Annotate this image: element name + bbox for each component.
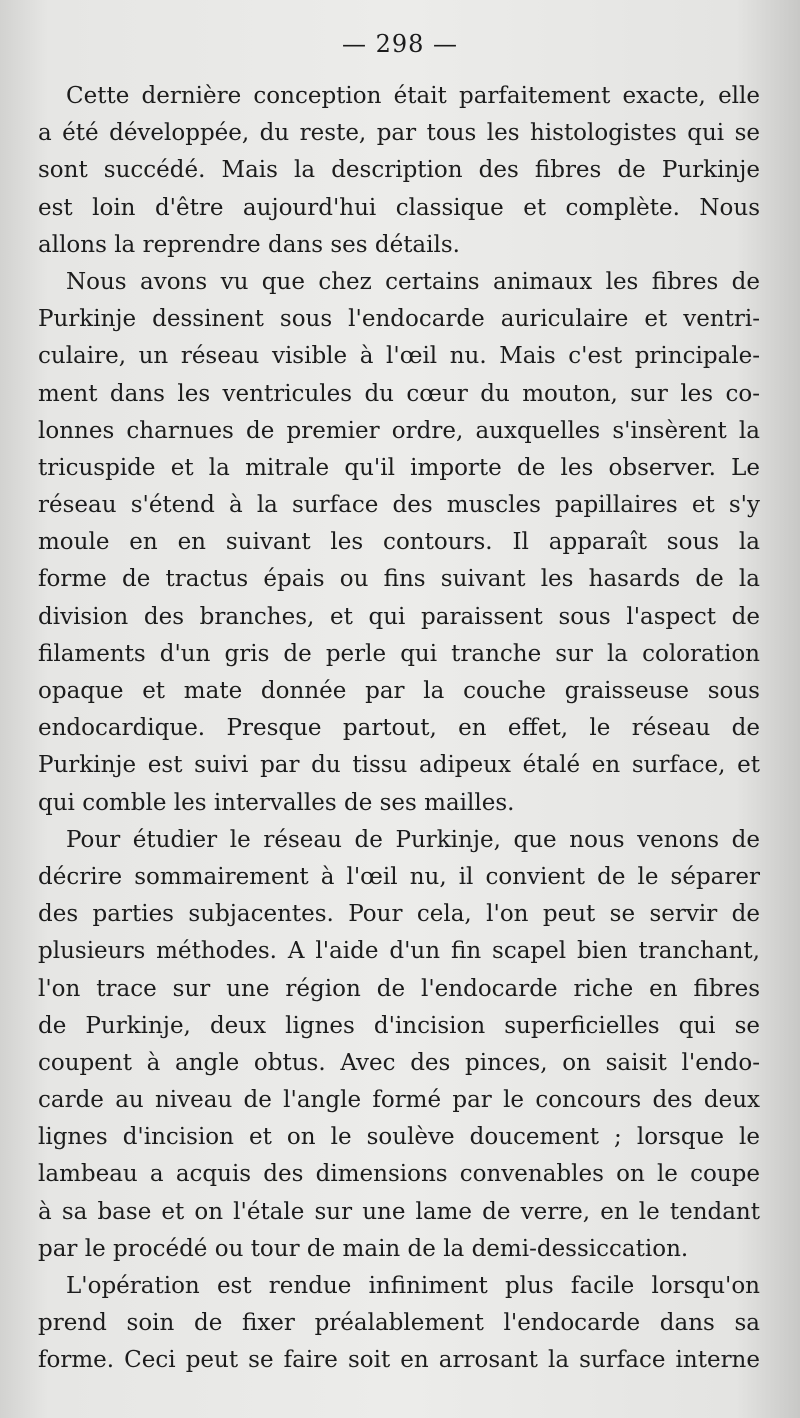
text-line: Cette dernière conception était parfaitement exacte, elle — [66, 83, 760, 109]
text-line: L'opération est rendue infiniment plus facile lorsqu'on — [66, 1273, 760, 1299]
text-line: lignes d'incision et on le soulève doucement ; lorsque le — [38, 1124, 760, 1151]
text-line: opaque et mate donnée par la couche graisseuse sous — [38, 678, 760, 704]
text-line: a été développée, du reste, par tous les histologistes qui se — [38, 120, 760, 147]
text-line: allons la reprendre dans ses détails. — [38, 231, 460, 258]
paragraph — [38, 1268, 760, 1380]
text-line: Nous avons vu que chez certains animaux les fibres de — [66, 268, 760, 295]
paragraph — [38, 822, 760, 1268]
text-line: à sa base et on l'étale sur une lame de verre, en le tendant — [38, 1198, 760, 1225]
page-number: — 298 — — [341, 30, 459, 58]
text-line: lonnes charnues de premier ordre, auxquelles s'insèrent la — [38, 417, 760, 444]
text-line: forme. Ceci peut se faire soit en arrosant la surface interne — [38, 1347, 760, 1374]
text-line: tricuspide et la mitrale qu'il importe de les observer. Le — [38, 454, 760, 481]
text-line: est loin d'être aujourd'hui classique et complète. Nous — [38, 194, 760, 221]
text-line: plusieurs méthodes. A l'aide d'un fin scapel bien tranchant, — [38, 938, 760, 965]
paragraph — [38, 264, 760, 822]
text-line: ment dans les ventricules du cœur du mouton, sur les co- — [38, 380, 760, 407]
text-line: réseau s'étend à la surface des muscles papillaires et s'y — [38, 492, 760, 519]
text-line: des parties subjacentes. Pour cela, l'on peut se servir de — [38, 901, 760, 928]
text-line: culaire, un réseau visible à l'œil nu. Mais c'est principale- — [38, 343, 760, 370]
text-line: qui comble les intervalles de ses mailles. — [38, 789, 515, 816]
body-text — [38, 78, 760, 1380]
text-line: filaments d'un gris de perle qui tranche sur la coloration — [38, 640, 760, 667]
text-line: division des branches, et qui paraissent sous l'aspect de — [38, 603, 760, 630]
text-line: de Purkinje, deux lignes d'incision superficielles qui se — [38, 1012, 760, 1039]
text-line: carde au niveau de l'angle formé par le concours des deux — [38, 1087, 760, 1114]
text-line: coupent à angle obtus. Avec des pinces, on saisit l'endo- — [38, 1049, 760, 1076]
text-line: Pour étudier le réseau de Purkinje, que nous venons de — [66, 826, 760, 853]
text-line: moule en en suivant les contours. Il apparaît sous la — [38, 529, 760, 556]
text-line: forme de tractus épais ou fins suivant les hasards de la — [38, 566, 760, 593]
text-line: prend soin de fixer préalablement l'endocarde dans sa — [38, 1310, 760, 1337]
text-line: sont succédé. Mais la description des fibres de Purkinje — [38, 157, 760, 184]
text-line: Purkinje est suivi par du tissu adipeux étalé en surface, et — [38, 752, 760, 779]
text-line: par le procédé ou tour de main de la demi-dessiccation. — [38, 1235, 689, 1262]
text-line: endocardique. Presque partout, en effet, le réseau de — [38, 715, 760, 742]
paragraph — [38, 78, 760, 264]
text-line: lambeau a acquis des dimensions convenables on le coupe — [38, 1161, 760, 1188]
text-line: Purkinje dessinent sous l'endocarde auriculaire et ventri- — [38, 306, 760, 333]
text-line: décrire sommairement à l'œil nu, il convient de le séparer — [38, 863, 760, 890]
text-line: l'on trace sur une région de l'endocarde riche en fibres — [38, 975, 760, 1002]
